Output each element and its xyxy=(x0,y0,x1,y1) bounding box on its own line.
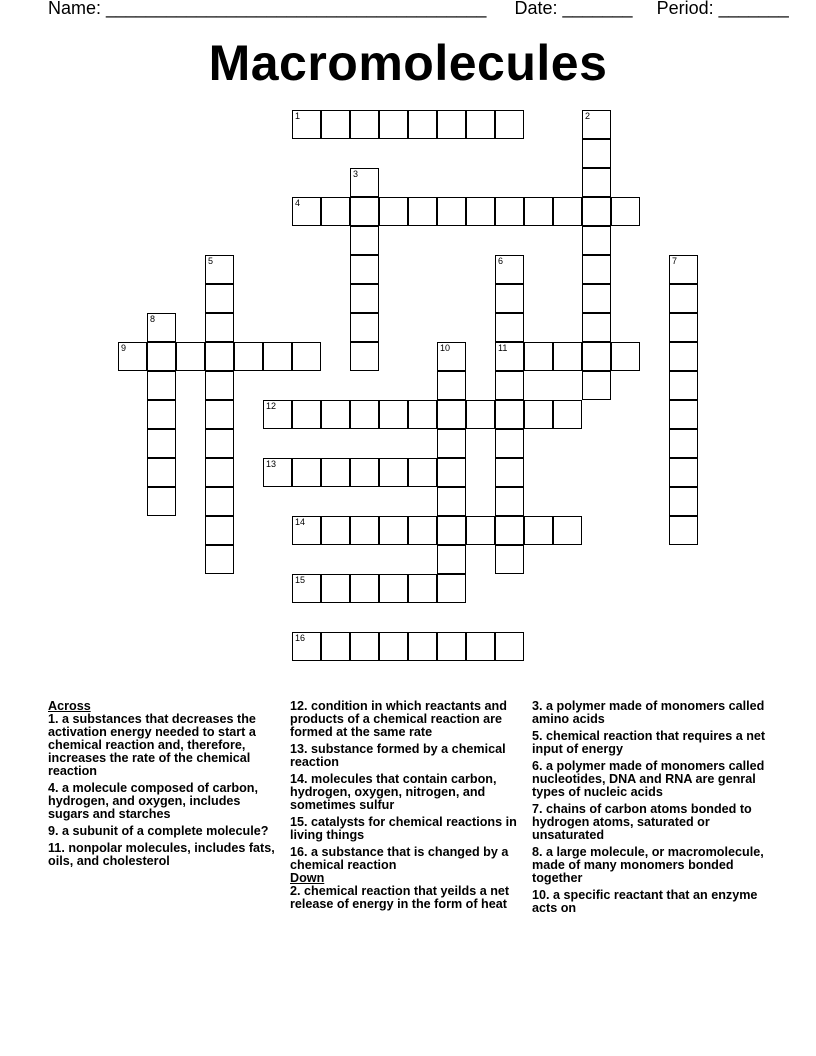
clue-number: 2 xyxy=(585,111,591,121)
clue-number: 10 xyxy=(440,343,451,353)
grid-cell[interactable] xyxy=(205,284,234,313)
grid-cell[interactable] xyxy=(466,400,495,429)
grid-cell[interactable] xyxy=(292,342,321,371)
grid-cell[interactable] xyxy=(205,516,234,545)
grid-cell[interactable] xyxy=(437,487,466,516)
grid-cell[interactable] xyxy=(495,516,524,545)
clue-down-3: 3. a polymer made of monomers called amino acids xyxy=(532,699,765,726)
grid-cell[interactable] xyxy=(147,429,176,458)
grid-cell[interactable] xyxy=(582,342,611,371)
grid-cell[interactable] xyxy=(466,632,495,661)
grid-cell[interactable] xyxy=(495,400,524,429)
grid-cell[interactable] xyxy=(263,458,292,487)
clue-number: 4 xyxy=(295,198,301,208)
grid-cell[interactable] xyxy=(292,197,321,226)
grid-cell[interactable] xyxy=(495,255,524,284)
clue-number: 1 xyxy=(295,111,301,121)
grid-cell[interactable] xyxy=(524,400,553,429)
grid-cell[interactable] xyxy=(147,458,176,487)
clue-number: 3 xyxy=(353,169,359,179)
grid-cell[interactable] xyxy=(611,197,640,226)
grid-cell[interactable] xyxy=(408,516,437,545)
grid-cell[interactable] xyxy=(553,342,582,371)
clue-down-5: 5. chemical reaction that requires a net input of energy xyxy=(532,729,766,756)
clue-number: 6 xyxy=(498,256,504,266)
grid-cell[interactable] xyxy=(147,342,176,371)
grid-cell[interactable] xyxy=(408,197,437,226)
grid-cell[interactable] xyxy=(669,458,698,487)
grid-cell[interactable] xyxy=(437,632,466,661)
grid-cell[interactable] xyxy=(582,197,611,226)
clue-across-16: 16. a substance that is changed by a chemical reaction xyxy=(290,845,509,872)
grid-cell[interactable] xyxy=(408,574,437,603)
grid-cell[interactable] xyxy=(205,458,234,487)
grid-cell[interactable] xyxy=(524,516,553,545)
grid-cell[interactable] xyxy=(205,487,234,516)
grid-cell[interactable] xyxy=(582,139,611,168)
grid-cell[interactable] xyxy=(379,458,408,487)
clue-number: 15 xyxy=(295,575,306,585)
grid-cell[interactable] xyxy=(321,574,350,603)
grid-cell[interactable] xyxy=(263,342,292,371)
grid-cell[interactable] xyxy=(147,487,176,516)
grid-cell[interactable] xyxy=(495,284,524,313)
grid-cell[interactable] xyxy=(582,110,611,139)
grid-cell[interactable] xyxy=(292,574,321,603)
grid-cell[interactable] xyxy=(292,632,321,661)
grid-cell[interactable] xyxy=(437,110,466,139)
grid-cell[interactable] xyxy=(292,458,321,487)
grid-cell[interactable] xyxy=(553,516,582,545)
clue-number: 16 xyxy=(295,633,306,643)
clue-across-12: 12. condition in which reactants and products of a chemical reaction are formed at the same rate xyxy=(290,699,507,739)
grid-cell[interactable] xyxy=(118,342,147,371)
grid-cell[interactable] xyxy=(234,342,263,371)
grid-cell[interactable] xyxy=(205,342,234,371)
clue-across-13: 13. substance formed by a chemical reaction xyxy=(290,742,506,769)
grid-cell[interactable] xyxy=(176,342,205,371)
grid-cell[interactable] xyxy=(147,313,176,342)
grid-cell[interactable] xyxy=(321,400,350,429)
grid-cell[interactable] xyxy=(669,342,698,371)
grid-cell[interactable] xyxy=(553,197,582,226)
grid-cell[interactable] xyxy=(350,458,379,487)
clue-number: 12 xyxy=(266,401,277,411)
grid-cell[interactable] xyxy=(495,545,524,574)
grid-cell[interactable] xyxy=(350,632,379,661)
grid-cell[interactable] xyxy=(669,284,698,313)
grid-cell[interactable] xyxy=(408,632,437,661)
grid-cell[interactable] xyxy=(495,110,524,139)
clue-across-15: 15. catalysts for chemical reactions in living things xyxy=(290,815,517,842)
grid-cell[interactable] xyxy=(495,313,524,342)
grid-cell[interactable] xyxy=(350,226,379,255)
grid-cell[interactable] xyxy=(147,400,176,429)
grid-cell[interactable] xyxy=(582,313,611,342)
grid-cell[interactable] xyxy=(611,342,640,371)
grid-cell[interactable] xyxy=(350,197,379,226)
grid-cell[interactable] xyxy=(669,371,698,400)
grid-cell[interactable] xyxy=(669,429,698,458)
grid-cell[interactable] xyxy=(669,400,698,429)
grid-cell[interactable] xyxy=(321,197,350,226)
grid-cell[interactable] xyxy=(437,342,466,371)
clue-number: 7 xyxy=(672,256,678,266)
clue-number: 11 xyxy=(498,343,508,353)
grid-cell[interactable] xyxy=(669,313,698,342)
clue-down-8: 8. a large molecule, or macromolecule, made of many monomers bonded together xyxy=(532,845,764,885)
grid-cell[interactable] xyxy=(350,168,379,197)
grid-cell[interactable] xyxy=(205,255,234,284)
grid-cell[interactable] xyxy=(350,400,379,429)
grid-cell[interactable] xyxy=(350,342,379,371)
grid-cell[interactable] xyxy=(495,458,524,487)
grid-cell[interactable] xyxy=(495,342,524,371)
grid-cell[interactable] xyxy=(437,400,466,429)
grid-cell[interactable] xyxy=(669,487,698,516)
grid-cell[interactable] xyxy=(524,342,553,371)
clue-column-2 xyxy=(290,700,526,915)
down-heading: Down xyxy=(290,871,325,885)
grid-cell[interactable] xyxy=(495,487,524,516)
clue-down-7: 7. chains of carbon atoms bonded to hydrogen atoms, saturated or unsaturated xyxy=(532,802,752,842)
grid-cell[interactable] xyxy=(495,371,524,400)
clue-number: 8 xyxy=(150,314,156,324)
grid-cell[interactable] xyxy=(205,313,234,342)
clue-across-9: 9. a subunit of a complete molecule? xyxy=(48,824,269,838)
grid-cell[interactable] xyxy=(669,255,698,284)
grid-cell[interactable] xyxy=(205,400,234,429)
grid-cell[interactable] xyxy=(379,574,408,603)
grid-cell[interactable] xyxy=(582,255,611,284)
grid-cell[interactable] xyxy=(379,516,408,545)
date-field[interactable]: Date: _______ xyxy=(514,0,633,18)
name-field[interactable]: Name: ______________________________________ xyxy=(48,0,487,18)
clue-column-1 xyxy=(48,700,284,872)
clue-number: 9 xyxy=(121,343,127,353)
clue-number: 13 xyxy=(266,459,277,469)
clue-number: 5 xyxy=(208,256,214,266)
grid-cell[interactable] xyxy=(466,110,495,139)
grid-cell[interactable] xyxy=(205,545,234,574)
grid-cell[interactable] xyxy=(379,197,408,226)
clue-across-11: 11. nonpolar molecules, includes fats, oils, and cholesterol xyxy=(48,841,275,868)
grid-cell[interactable] xyxy=(437,574,466,603)
across-heading: Across xyxy=(48,699,91,713)
grid-cell[interactable] xyxy=(495,197,524,226)
grid-cell[interactable] xyxy=(437,371,466,400)
grid-cell[interactable] xyxy=(350,313,379,342)
grid-cell[interactable] xyxy=(379,110,408,139)
grid-cell[interactable] xyxy=(582,168,611,197)
grid-cell[interactable] xyxy=(321,516,350,545)
grid-cell[interactable] xyxy=(408,110,437,139)
page-title: Macromolecules xyxy=(208,35,608,91)
grid-cell[interactable] xyxy=(292,400,321,429)
grid-cell[interactable] xyxy=(669,516,698,545)
grid-cell[interactable] xyxy=(147,371,176,400)
grid-cell[interactable] xyxy=(379,632,408,661)
clue-column-3 xyxy=(532,700,768,919)
grid-cell[interactable] xyxy=(263,400,292,429)
grid-cell[interactable] xyxy=(321,458,350,487)
grid-cell[interactable] xyxy=(321,632,350,661)
grid-cell[interactable] xyxy=(350,255,379,284)
grid-cell[interactable] xyxy=(408,400,437,429)
grid-cell[interactable] xyxy=(437,458,466,487)
grid-cell[interactable] xyxy=(205,371,234,400)
grid-cell[interactable] xyxy=(437,545,466,574)
grid-cell[interactable] xyxy=(408,458,437,487)
grid-cell[interactable] xyxy=(582,284,611,313)
clue-down-6: 6. a polymer made of monomers called nucleotides, DNA and RNA are genral types of nucleic acids xyxy=(532,759,765,799)
clue-down-10: 10. a specific reactant that an enzyme acts on xyxy=(532,888,758,915)
grid-cell[interactable] xyxy=(350,110,379,139)
grid-cell[interactable] xyxy=(379,400,408,429)
grid-cell[interactable] xyxy=(350,516,379,545)
grid-cell[interactable] xyxy=(437,429,466,458)
grid-cell[interactable] xyxy=(495,429,524,458)
grid-cell[interactable] xyxy=(437,197,466,226)
grid-cell[interactable] xyxy=(321,110,350,139)
grid-cell[interactable] xyxy=(582,226,611,255)
clue-down-2: 2. chemical reaction that yeilds a net release of energy in the form of heat xyxy=(290,884,510,911)
grid-cell[interactable] xyxy=(350,284,379,313)
clue-across-14: 14. molecules that contain carbon, hydrogen, oxygen, nitrogen, and sometimes sulfur xyxy=(290,772,497,812)
grid-cell[interactable] xyxy=(524,197,553,226)
grid-cell[interactable] xyxy=(205,429,234,458)
clue-across-4: 4. a molecule composed of carbon, hydrogen, and oxygen, includes sugars and starches xyxy=(48,781,258,821)
grid-cell[interactable] xyxy=(466,197,495,226)
grid-cell[interactable] xyxy=(466,516,495,545)
clue-across-1: 1. a substances that decreases the activation energy needed to start a chemical reaction and, therefore, increases the rate of the chemical reaction xyxy=(48,712,256,778)
grid-cell[interactable] xyxy=(292,110,321,139)
grid-cell[interactable] xyxy=(495,632,524,661)
grid-cell[interactable] xyxy=(350,574,379,603)
clue-number: 14 xyxy=(295,517,306,527)
grid-cell[interactable] xyxy=(582,371,611,400)
period-field[interactable]: Period: _______ xyxy=(656,0,789,18)
grid-cell[interactable] xyxy=(553,400,582,429)
grid-cell[interactable] xyxy=(292,516,321,545)
grid-cell[interactable] xyxy=(437,516,466,545)
